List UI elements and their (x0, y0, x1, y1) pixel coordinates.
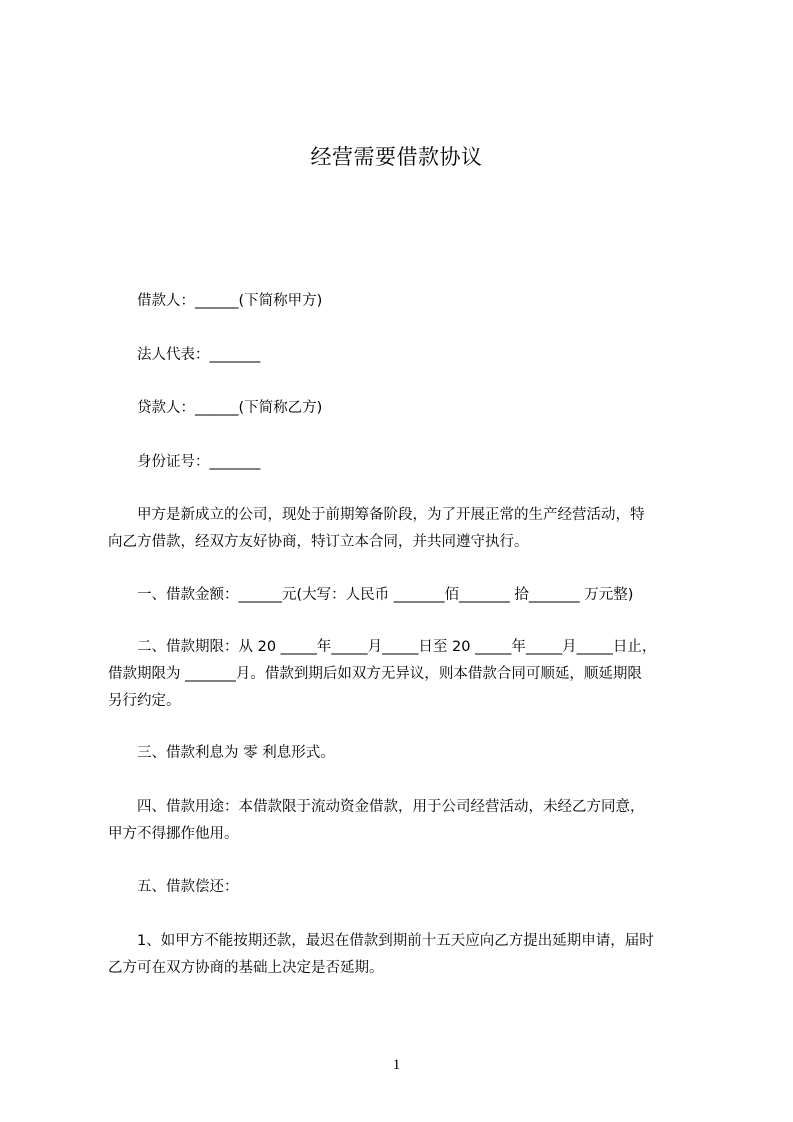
clause-2-line-3: 另行约定。 (108, 693, 181, 709)
lender-line: 贷款人：______(下简称乙方) (137, 400, 323, 416)
clause-4-line-2: 甲方不得挪作他用。 (108, 826, 239, 842)
id-number-line: 身份证号：_______ (137, 454, 261, 470)
clause-5-heading: 五、借款偿还： (137, 879, 239, 895)
page-number: 1 (392, 1057, 401, 1073)
borrower-line: 借款人：______(下简称甲方) (137, 293, 323, 309)
clause-4-line-1: 四、借款用途：本借款限于流动资金借款，用于公司经营活动，未经乙方同意， (137, 799, 645, 815)
clause-5-item-1-line-1: 1、如甲方不能按期还款，最迟在借款到期前十五天应向乙方提出延期申请，届时 (137, 933, 654, 949)
clause-5-item-1-line-2: 乙方可在双方协商的基础上决定是否延期。 (108, 960, 384, 976)
clause-1-amount: 一、借款金额：______元(大写：人民币 _______佰_______ 拾_______ 万元整) (137, 587, 634, 603)
document-title: 经营需要借款协议 (310, 145, 483, 169)
intro-paragraph-line-1: 甲方是新成立的公司，现处于前期筹备阶段，为了开展正常的生产经营活动，特 (137, 507, 645, 523)
legal-rep-line: 法人代表：_______ (137, 347, 261, 363)
clause-2-line-1: 二、借款期限：从 20 _____年_____月_____日至 20 _____年_____月_____日止， (137, 639, 657, 655)
clause-3-interest: 三、借款利息为 零 利息形式。 (137, 745, 335, 761)
intro-paragraph-line-2: 向乙方借款，经双方友好协商，特订立本合同，并共同遵守执行。 (108, 534, 529, 550)
clause-2-line-2: 借款期限为 _______月。借款到期后如双方无异议，则本借款合同可顺延，顺延期限 (108, 666, 642, 682)
